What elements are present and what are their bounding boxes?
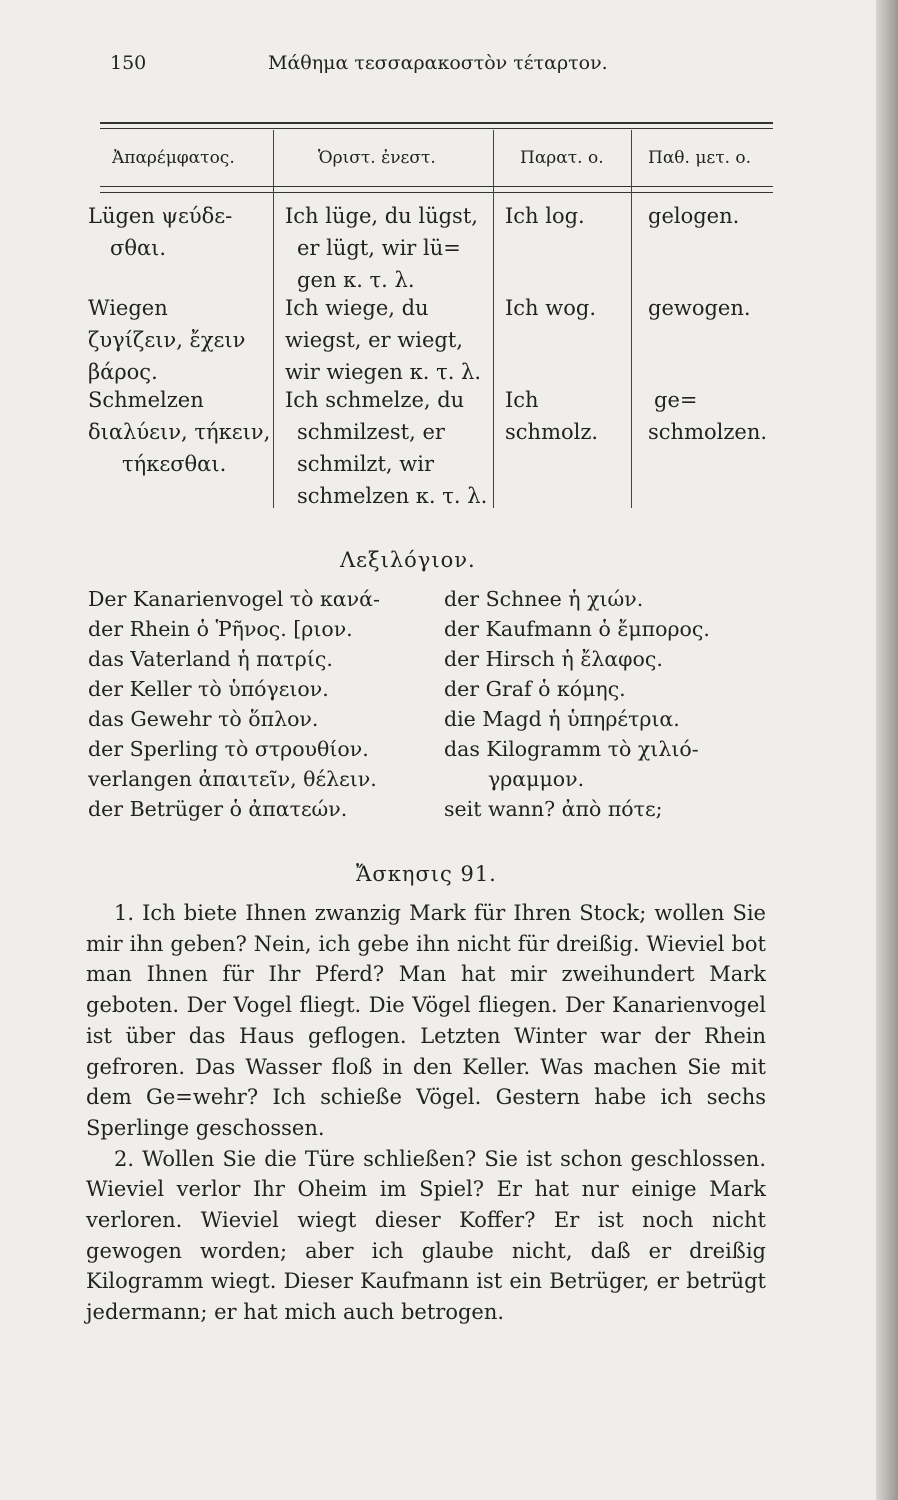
column-header-past: Παρατ. ο.: [520, 148, 604, 168]
vocab-entry: der Rhein ὁ Ῥῆνος. [ριον.: [88, 617, 353, 641]
text-line: ge=: [654, 388, 698, 412]
page-edge-shadow: [876, 0, 898, 1500]
vocab-entry: die Magd ἡ ὑπηρέτρια.: [444, 707, 680, 731]
text-line: τήκεσθαι.: [122, 452, 227, 476]
vocab-entry: das Gewehr τὸ ὅπλον.: [88, 707, 319, 731]
column-divider-2: [493, 130, 494, 508]
vocab-entry: das Vaterland ἡ πατρίς.: [88, 647, 333, 671]
table-row-2-present: [285, 292, 481, 388]
vocab-entry: verlangen ἀπαιτεῖν, θέλειν.: [88, 767, 377, 791]
column-header-infinitive: Ἀπαρέμφατος.: [112, 148, 235, 168]
vocab-entry: der Sperling τὸ στρουθίον.: [88, 737, 369, 761]
vocab-entry: der Keller τὸ ὑπόγειον.: [88, 677, 329, 701]
table-row-3-participle: [648, 384, 767, 448]
table-row-3-infinitive: [88, 384, 270, 480]
text-line: gen κ. τ. λ.: [297, 268, 415, 292]
vocabulary-title: Λεξιλόγιον.: [340, 548, 476, 572]
table-header-rule-thin: [100, 192, 773, 193]
running-title: Μάθημα τεσσαρακοστὸν τέταρτον.: [268, 52, 608, 74]
table-row-1-infinitive: [88, 200, 232, 264]
text-line: σθαι.: [110, 236, 167, 260]
table-row-1-past: [505, 200, 585, 232]
vocabulary-left-column: [88, 584, 380, 824]
table-row-2-past: [505, 292, 596, 324]
table-row-2-infinitive: [88, 292, 245, 388]
text-line: gewogen.: [648, 296, 751, 320]
text-line: Ich: [505, 388, 539, 412]
text-line: schmilzest, er: [297, 420, 445, 444]
vocab-entry: der Graf ὁ κόμης.: [444, 677, 626, 701]
vocab-entry: der Hirsch ἡ ἔλαφος.: [444, 647, 663, 671]
text-line: ζυγίζειν, ἔχειν: [88, 328, 246, 352]
text-line: Ich wog.: [505, 296, 596, 320]
text-line: schmilzt, wir: [297, 452, 434, 476]
exercise-paragraph-2: 2. Wollen Sie die Türe schließen? Sie ist schon geschlossen. Wieviel verlor Ihr Oheim im Spiel? Er hat nur einige Mark verloren. Wieviel wiegt dieser Koffer? Er ist noch nicht gewogen worden; aber ich glaube nicht, daß er dreißig Kilogramm wiegt. Dieser Kaufmann ist ein Betrüger, er betrügt jedermann; er hat mich auch betrogen.: [86, 1146, 766, 1325]
vocabulary-right-column: [444, 584, 710, 824]
text-line: wiegst, er wiegt,: [285, 328, 463, 352]
text-line: Ich schmelze, du: [285, 388, 465, 412]
page-header: [110, 52, 770, 82]
text-line: schmelzen κ. τ. λ.: [297, 484, 488, 508]
table-row-1-present: [285, 200, 478, 296]
table-row-2-participle: [648, 292, 751, 324]
column-divider-3: [631, 130, 632, 508]
text-line: διαλύειν, τήκειν,: [88, 420, 271, 444]
page-number: 150: [110, 52, 147, 74]
table-top-rule-thin: [100, 128, 773, 129]
exercise-body: [86, 898, 766, 1328]
vocab-entry: γραμμον.: [488, 767, 585, 791]
text-line: schmolzen.: [648, 420, 768, 444]
text-line: Schmelzen: [88, 388, 204, 412]
vocab-entry: der Betrüger ὁ ἀπατεών.: [88, 797, 348, 821]
vocab-entry: das Kilogramm τὸ χιλιό-: [444, 737, 699, 761]
text-line: Ich wiege, du: [285, 296, 429, 320]
text-line: Ich lüge, du lügst,: [285, 204, 478, 228]
column-divider-1: [273, 130, 274, 508]
table-row-1-participle: [648, 200, 739, 232]
text-line: wir wiegen κ. τ. λ.: [285, 360, 482, 384]
table-header-rule: [100, 186, 773, 187]
column-header-present: Ὁριστ. ἐνεστ.: [318, 148, 436, 168]
text-line: Lügen ψεύδε-: [88, 204, 233, 228]
text-line: Wiegen: [88, 296, 168, 320]
vocab-entry: der Kaufmann ὁ ἔμπορος.: [444, 617, 710, 641]
text-line: Ich log.: [505, 204, 585, 228]
table-top-rule: [100, 122, 773, 124]
text-line: er lügt, wir lü=: [297, 236, 461, 260]
vocab-entry: der Schnee ἡ χιών.: [444, 587, 644, 611]
vocab-entry: seit wann? ἀπὸ πότε;: [444, 797, 663, 821]
vocab-entry: Der Kanarienvogel τὸ κανά-: [88, 587, 380, 611]
text-line: βάρος.: [88, 360, 158, 384]
text-line: schmolz.: [505, 420, 599, 444]
text-line: gelogen.: [648, 204, 740, 228]
table-row-3-present: [285, 384, 487, 512]
exercise-title: Ἄσκησις 91.: [356, 862, 497, 886]
table-row-3-past: [505, 384, 598, 448]
column-header-participle: Παθ. μετ. ο.: [648, 148, 752, 168]
exercise-paragraph-1: 1. Ich biete Ihnen zwanzig Mark für Ihren Stock; wollen Sie mir ihn geben? Nein, ich gebe ihn nicht für dreißig. Wieviel bot man Ihnen für Ihr Pferd? Man hat mir zweihundert Mark geboten. Der Vogel fliegt. Die Vögel fliegen. Der Kanarienvogel ist über das Haus geflogen. Letzten Winter war der Rhein gefroren. Das Wasser floß in den Keller. Was machen Sie mit dem Ge=wehr? Ich schieße Vögel. Gestern habe ich sechs Sperlinge geschossen.: [86, 901, 766, 1140]
